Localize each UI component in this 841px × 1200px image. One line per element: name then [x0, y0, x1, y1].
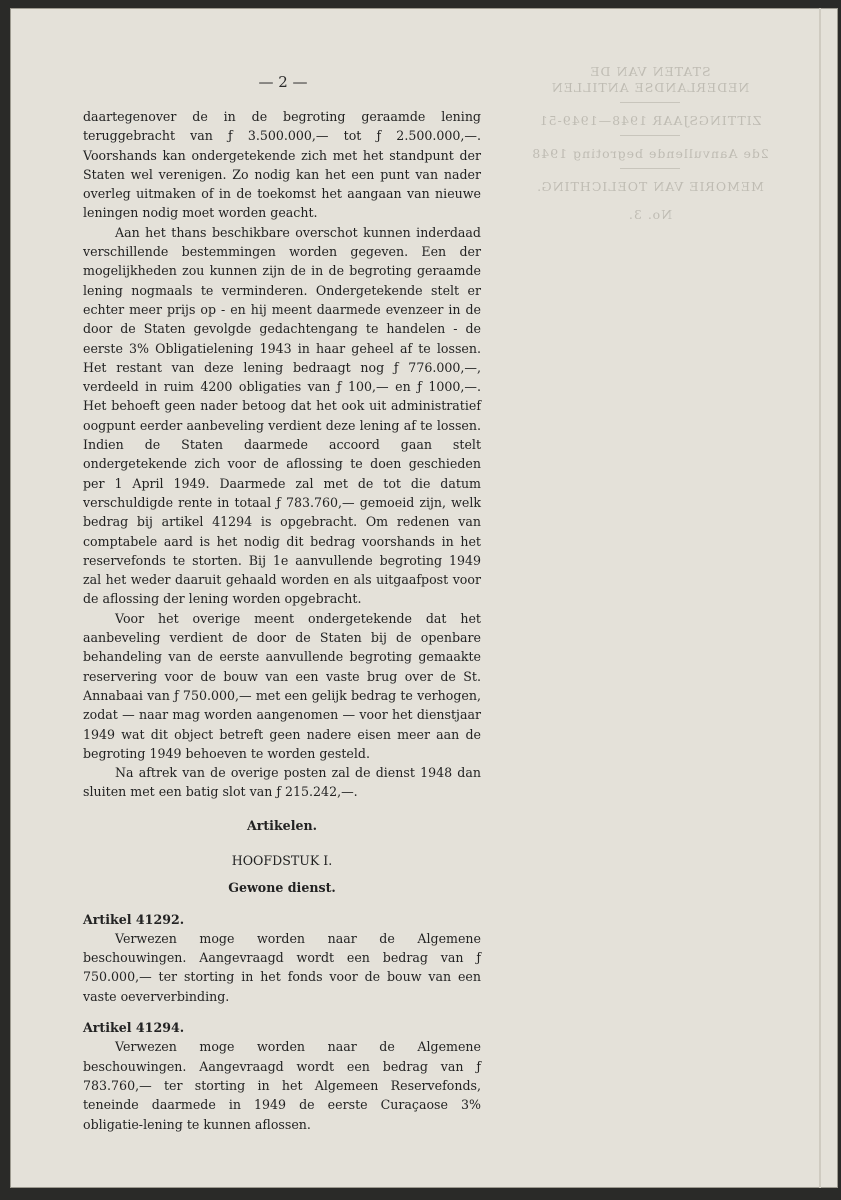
article-title: Artikel 41292.: [83, 911, 185, 927]
section-title: Artikelen.: [246, 817, 318, 833]
article-text: Verwezen moge worden naar de Algemene beschouwingen. Aangevraagd wordt een bedrag van ƒ 783.760,— ter storting in het Algemeen Reservefonds, teneinde daarmede in 1949 de eerste Curaçaose 3% obligatie-lening te kunnen aflossen.: [83, 1039, 481, 1132]
document-body: [83, 107, 481, 1134]
paragraph: Voor het overige meent ondergetekende dat het aanbeveling verdient de door de Staten bij de openbare behandeling van de eerste aanvullende begroting gemaakte reservering voor de bouw van een vaste brug over de St. Annabaai van ƒ 750.000,— met een gelijk bedrag te verhogen, zodat — naar mag worden aangenomen — voor het dienstjaar 1949 wat dit object betreft geen nadere eisen meer aan de begroting 1949 behoeven te worden gesteld.: [83, 610, 481, 761]
article-title: Artikel 41294.: [83, 1020, 185, 1036]
page-edge: [819, 8, 821, 1188]
article-text: Verwezen moge worden naar de Algemene beschouwingen. Aangevraagd wordt een bedrag van ƒ 750.000,— ter storting in het fonds voor de bouw van een vaste oeververbinding.: [83, 930, 481, 1004]
bleed-line: No. 3.: [627, 207, 673, 222]
paragraph: daartegenover de in de begroting geraamde lening teruggebracht van ƒ 3.500.000,— tot ƒ 2.500.000,—. Voorshands kan ondergetekende zich met het standpunt der Staten wel verenigen. Zo nodig kan het een punt van nader overleg uitmaken of in de toekomst het aangaan van nieuwe leningen nodig moet worden geacht.: [83, 109, 481, 221]
bleed-line: 2de Aanvullende begroting 1948: [531, 146, 769, 161]
bleed-through-text: [520, 64, 780, 223]
chapter-subtitle: Gewone dienst.: [228, 880, 336, 896]
paragraph: Na aftrek van de overige posten zal de dienst 1948 dan sluiten met een batig slot van ƒ 215.242,—.: [83, 765, 481, 800]
bleed-line: STATEN VAN DE: [589, 64, 711, 79]
bleed-line: ZITTINGSJAAR 1948—1949-51: [538, 113, 762, 128]
bleed-line: MEMORIE VAN TOELICHTING.: [536, 179, 764, 194]
chapter-title: HOOFDSTUK I.: [231, 852, 333, 868]
paragraph: Aan het thans beschikbare overschot kunnen inderdaad verschillende bestemmingen worden gegeven. Een der mogelijkheden zou kunnen zijn de in de begroting geraamde lening nogmaals te verminderen. Ondergetekende stelt er echter meer prijs op - en hij meent daarmede evenzeer in de door de Staten gevolgde gedachtengang te handelen - de eerste 3% Obligatielening 1943 in haar geheel af te lossen. Het restant van deze lening bedraagt nog ƒ 776.000,—, verdeeld in ruim 4200 obligaties van ƒ 100,— en ƒ 1000,—. Het behoeft geen nader betoog dat het ook uit administratief oogpunt eerder aanbeveling verdient deze lening af te lossen. Indien de Staten daarmede accoord gaan stelt ondergetekende zich voor de aflossing te doen geschieden per 1 April 1949. Daarmede zal met de tot die datum verschuldigde rente in totaal ƒ 783.760,— gemoeid zijn, welk bedrag bij artikel 41294 is opgebracht. Om redenen van comptabele aard is het nodig dit bedrag voorshands in het reservefonds te storten. Bij 1e aanvullende begroting 1949 zal het weder daaruit gehaald worden en als uitgaafpost voor de aflossing der lening worden opgebracht.: [83, 224, 481, 607]
bleed-line: NEDERLANDSE ANTILLEN: [550, 80, 750, 95]
page-number: — 2 —: [258, 73, 308, 91]
